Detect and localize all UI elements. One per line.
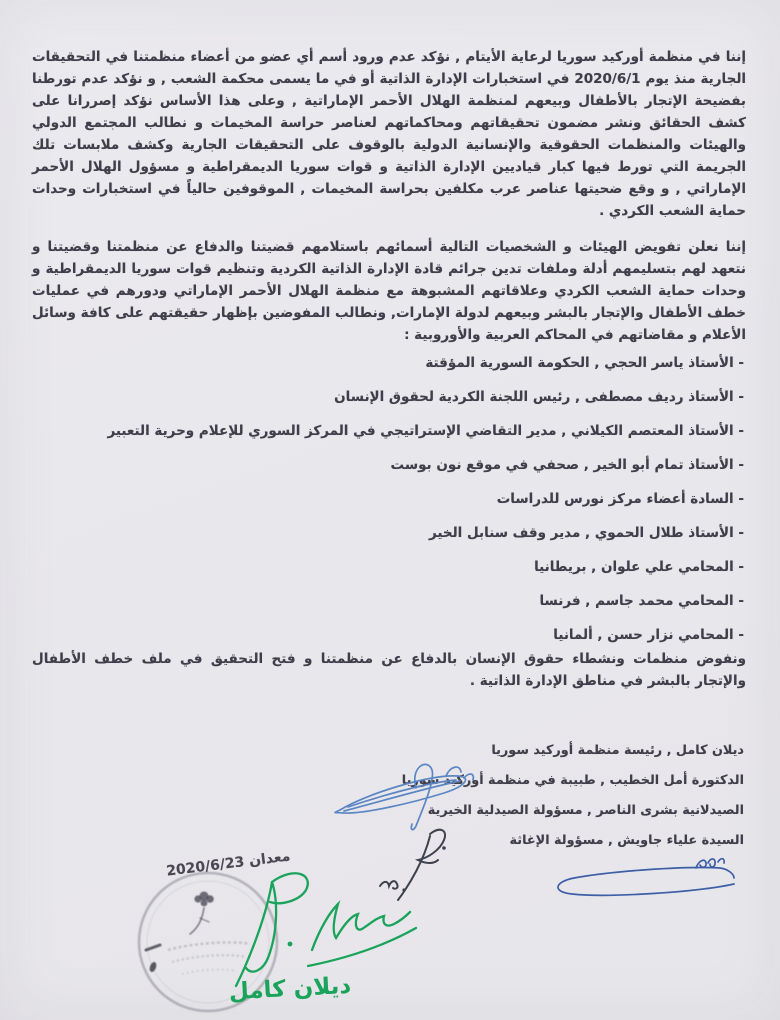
date-note: معدان 2020/6/23 <box>165 848 292 880</box>
signatory-line: الصيدلانية بشرى الناصر , مسؤولة الصيدلية الخيرية <box>427 803 744 818</box>
delegate-item: - الأستاذ المعتصم الكيلاني , مدير التقاضي الإستراتيجي في المركز السوري للإعلام وحرية التعبير <box>107 423 744 439</box>
delegate-item: - الأستاذ طلال الحموي , مدير وقف سنابل الخير <box>428 525 744 541</box>
paragraph-statement-denial: إننا في منظمة أوركيد سوريا لرعاية الأيتام , نؤكد عدم ورود أسم أي عضو من أعضاء منظمتنا في التحقيقات الجارية منذ يوم 2020/6/1 في استخبارات الإدارة الذاتية أو في ما يسمى محكمة الشعب , و نؤكد عدم تورطنا بفضيحة الإتجار بالأطفال وبيعهم لمنظمة الهلال الأحمر الإماراتية , وعلى هذا الأساس نؤكد إصررانا على كشف الحقائق ونشر مضمون تحقيقاتهم ومحاكماتهم لعناصر حراسة المخيمات و نطالب المجتمع الدولي والهيئات والمنظمات الحقوقية والإنسانية الدولية بالوقوف على التحقيقات الجارية وكشف ملابسات تلك الجريمة التي تورط فيها كبار قياديين الإدارة الذاتية و قوات سوريا الديمقراطية و مسؤول الهلال الأحمر الإماراتي , و وقع ضحيتها عناصر عرب مكلفين بحراسة المخيمات , الموقوفين حالياً في استخبارات وحدات حماية الشعب الكردي . <box>32 49 747 219</box>
delegate-item: - الأستاذ ياسر الحجي , الحكومة السورية المؤقتة <box>425 355 744 371</box>
signature-blue-swoosh-icon <box>548 850 746 904</box>
signatory-line: السيدة علياء جاويش , مسؤولة الإغاثة <box>509 833 744 848</box>
signatory-line: الدكتورة أمل الخطيب , طبيبة في منظمة أوركيد سوريا <box>401 773 744 788</box>
delegates-list <box>32 352 744 658</box>
delegate-item: - الأستاذ تمام أبو الخير , صحفي في موقع نون بوست <box>390 457 744 473</box>
delegate-item: - الأستاذ رديف مصطفى , رئيس اللجنة الكردية لحقوق الإنسان <box>334 389 744 405</box>
signatory-line: ديلان كامل , رئيسة منظمة أوركيد سوريا <box>491 743 744 758</box>
paragraph-delegation-intro: إننا نعلن تفويض الهيئات و الشخصيات التالية أسمائهم باستلامهم قضيتنا والدفاع عن منظمتنا وقضيتنا و نتعهد لهم بتسليمهم أدلة وملفات تدين جرائم قادة الإدارة الذاتية الكردية وتنظيم قوات سوريا الديمقراطية و وحدات حماية الشعب الكردي وعلاقاتهم المشبوهة مع منظمة الهلال الأحمر الإماراتي ودورهم في عمليات خطف الأطفال والإتجار بالبشر وبيعهم لدولة الإمارات, ونطالب المفوضين بإظهار حقيقتهم على كافة وسائل الأعلام و مقاضاتهم في المحاكم العربية والأوروبية : <box>32 239 746 343</box>
handwritten-name-green: ديلان كامل <box>228 972 352 1006</box>
delegate-item: - المحامي علي علوان , بريطانيا <box>534 559 744 575</box>
paragraph-closing-mandate: ونفوض منظمات ونشطاء حقوق الإنسان بالدفاع عن منظمتنا و فتح التحقيق في ملف خطف الأطفال والإتجار بالبشر في مناطق الإدارة الذاتية . <box>32 651 746 689</box>
delegate-item: - المحامي محمد جاسم , فرنسا <box>539 593 744 609</box>
delegate-item: - المحامي نزار حسن , ألمانيا <box>553 627 744 643</box>
delegate-item: - السادة أعضاء مركز نورس للدراسات <box>496 491 744 507</box>
